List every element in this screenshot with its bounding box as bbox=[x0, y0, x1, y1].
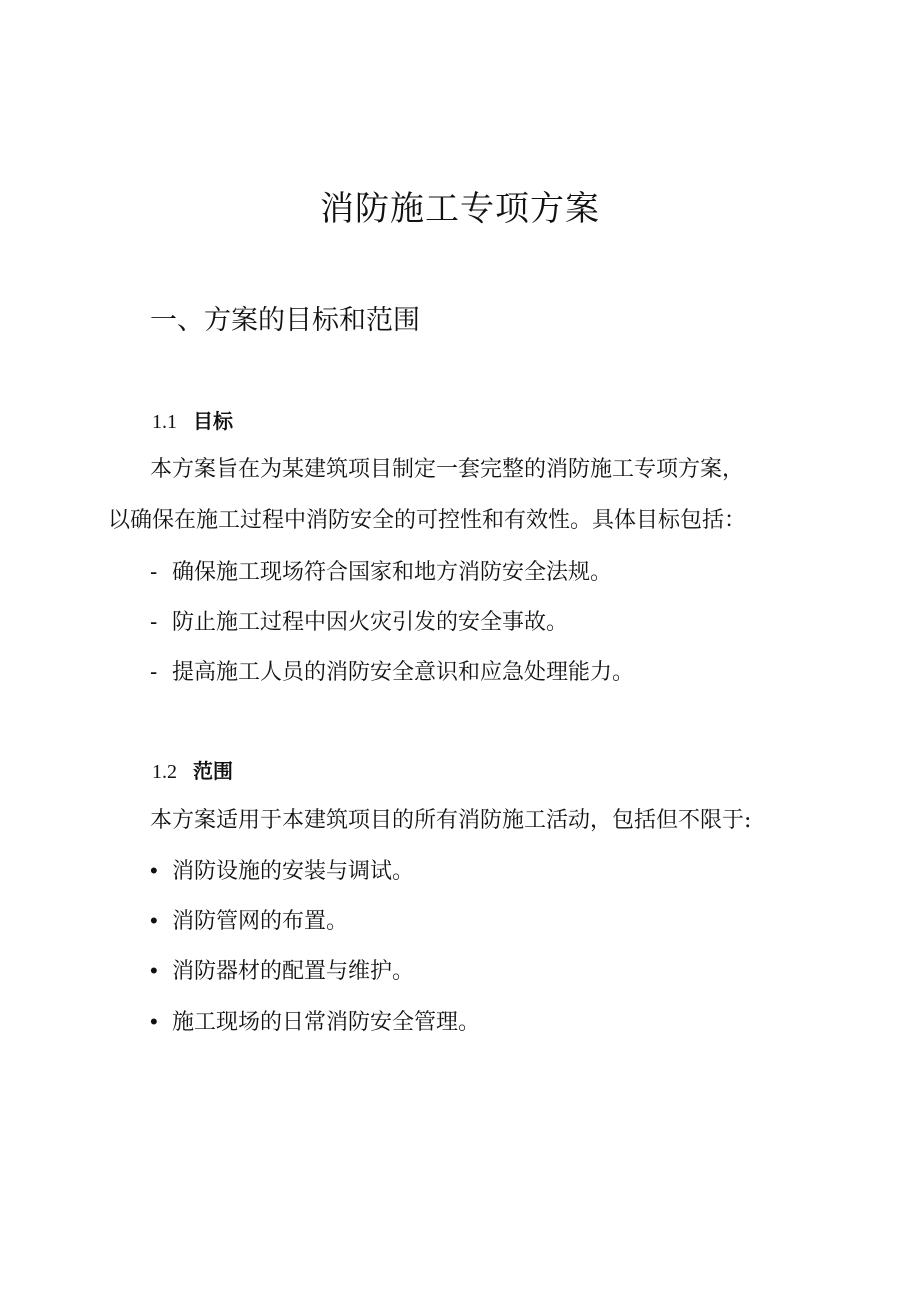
subsection-heading-scope bbox=[152, 756, 233, 787]
subsection-heading-goal bbox=[152, 406, 233, 437]
bullet-marker: • bbox=[150, 958, 158, 983]
list-item bbox=[150, 955, 414, 988]
subsection-number: 1.1 bbox=[152, 411, 177, 433]
list-item-text: 施工现场的日常消防安全管理。 bbox=[172, 1010, 481, 1035]
bullet-marker: • bbox=[150, 858, 158, 883]
dash-marker: - bbox=[150, 609, 158, 634]
section-heading: 一、方案的目标和范围 bbox=[150, 305, 420, 336]
subsection-label: 范围 bbox=[193, 759, 233, 783]
subsection-label: 目标 bbox=[193, 409, 233, 433]
list-item-text: 确保施工现场符合国家和地方消防安全法规。 bbox=[172, 560, 613, 585]
goal-intro-line-1: 本方案旨在为某建筑项目制定一套完整的消防施工专项方案， bbox=[150, 457, 745, 482]
list-item bbox=[150, 606, 568, 639]
bullet-marker: • bbox=[150, 908, 158, 933]
dash-marker: - bbox=[150, 559, 158, 584]
list-item bbox=[150, 855, 414, 888]
list-item bbox=[150, 556, 612, 589]
list-item-text: 提高施工人员的消防安全意识和应急处理能力。 bbox=[172, 660, 635, 685]
goal-intro-line-2: 以确保在施工过程中消防安全的可控性和有效性。具体目标包括： bbox=[108, 508, 747, 533]
list-item bbox=[150, 905, 348, 938]
list-item-text: 消防器材的配置与维护。 bbox=[172, 959, 415, 984]
subsection-number: 1.2 bbox=[152, 761, 177, 783]
document-title: 消防施工专项方案 bbox=[320, 189, 600, 229]
list-item-text: 消防设施的安装与调试。 bbox=[172, 859, 415, 884]
dash-marker: - bbox=[150, 659, 158, 684]
scope-intro: 本方案适用于本建筑项目的所有消防施工活动，包括但不限于: bbox=[150, 808, 752, 833]
bullet-marker: • bbox=[150, 1009, 158, 1034]
list-item-text: 防止施工过程中因火灾引发的安全事故。 bbox=[172, 610, 569, 635]
list-item bbox=[150, 656, 634, 689]
list-item bbox=[150, 1006, 480, 1039]
list-item-text: 消防管网的布置。 bbox=[172, 909, 349, 934]
